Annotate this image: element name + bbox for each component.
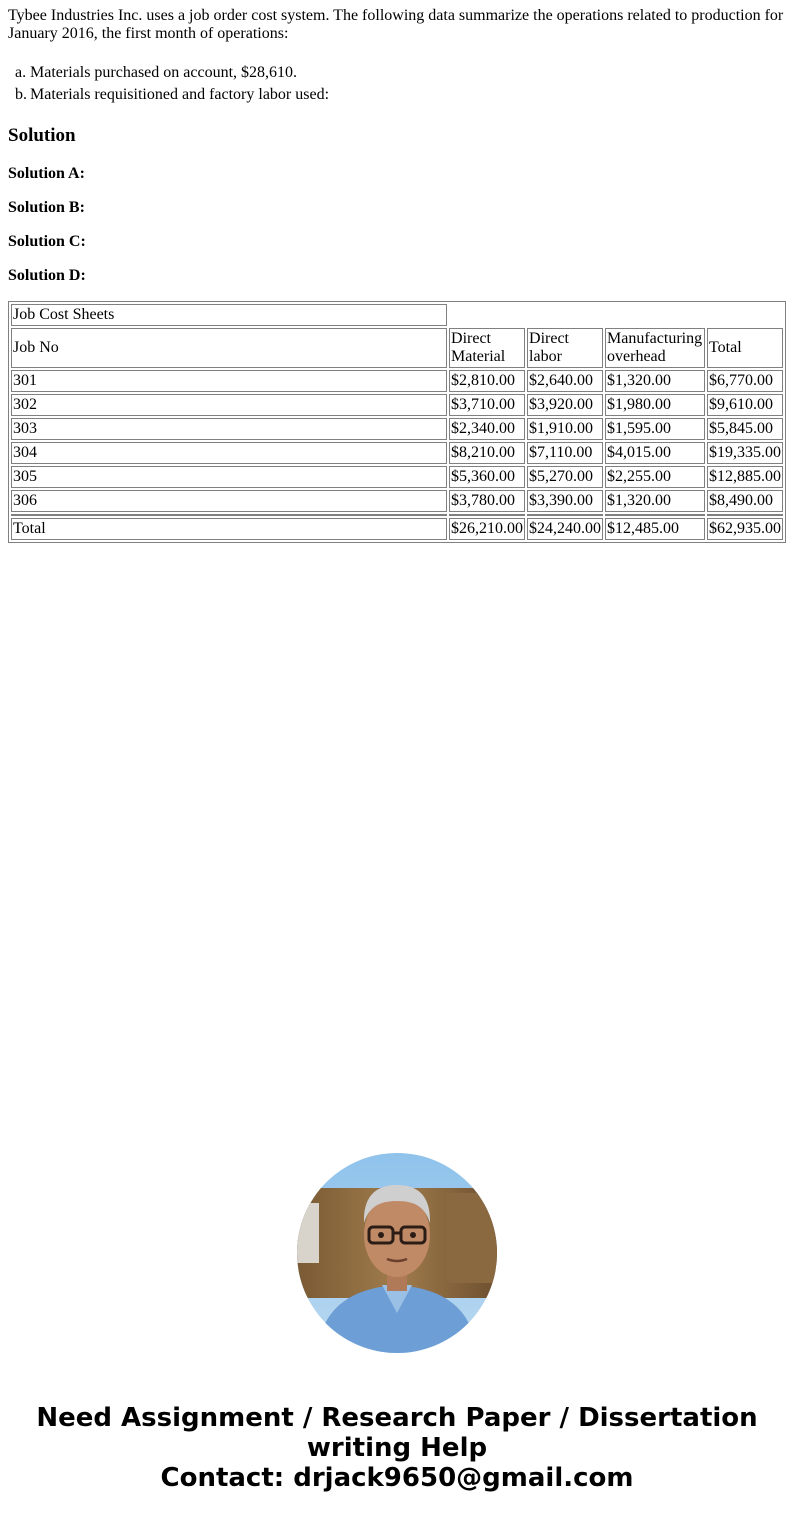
footer-line-3: Contact: drjack9650@gmail.com	[160, 1463, 634, 1493]
table-row	[11, 490, 783, 512]
cell-manufacturing-overhead: $4,015.00	[605, 442, 705, 464]
cell-job: 303	[11, 418, 447, 440]
cell-direct-material: $8,210.00	[449, 442, 525, 464]
part-text: Materials requisitioned and factory labor used:	[30, 86, 330, 103]
author-avatar	[297, 1153, 497, 1353]
part-a	[15, 62, 329, 84]
footer-line-1: Need Assignment / Research Paper / Dissertation	[36, 1403, 758, 1433]
cell-job: 302	[11, 394, 447, 416]
total-manufacturing-overhead: $12,485.00	[605, 518, 705, 540]
total-label: Total	[11, 518, 447, 540]
solution-d-heading: Solution D:	[8, 267, 86, 284]
solution-c-heading: Solution C:	[8, 233, 86, 250]
total-direct-material: $26,210.00	[449, 518, 525, 540]
table-row	[11, 466, 783, 488]
cell-manufacturing-overhead: $1,320.00	[605, 370, 705, 392]
cell-direct-labor: $7,110.00	[527, 442, 603, 464]
cell-total: $6,770.00	[707, 370, 783, 392]
table-caption-row	[11, 304, 783, 326]
cell-direct-material: $5,360.00	[449, 466, 525, 488]
footer-line-2: writing Help	[306, 1433, 488, 1463]
cell-total: $12,885.00	[707, 466, 783, 488]
cell-direct-material: $3,780.00	[449, 490, 525, 512]
cell-manufacturing-overhead: $1,980.00	[605, 394, 705, 416]
cell-job: 306	[11, 490, 447, 512]
total-grand: $62,935.00	[707, 518, 783, 540]
part-text: Materials purchased on account, $28,610.	[30, 64, 298, 81]
part-b	[15, 84, 329, 106]
table-row	[11, 370, 783, 392]
cell-total: $9,610.00	[707, 394, 783, 416]
table-separator-row	[11, 514, 783, 516]
part-marker: b.	[15, 86, 27, 103]
footer-contact	[0, 1403, 794, 1493]
cell-total: $19,335.00	[707, 442, 783, 464]
solution-b-heading: Solution B:	[8, 199, 85, 216]
cell-direct-labor: $3,920.00	[527, 394, 603, 416]
cell-job: 304	[11, 442, 447, 464]
cell-job: 301	[11, 370, 447, 392]
cell-direct-material: $3,710.00	[449, 394, 525, 416]
cell-direct-labor: $2,640.00	[527, 370, 603, 392]
solution-heading: Solution	[8, 125, 76, 146]
separator-cell	[11, 514, 447, 516]
separator-cell	[449, 514, 525, 516]
table-row	[11, 394, 783, 416]
author-photo-icon	[297, 1153, 497, 1353]
cell-direct-material: $2,810.00	[449, 370, 525, 392]
header-total: Total	[707, 328, 783, 368]
part-marker: a.	[15, 64, 27, 81]
separator-cell	[707, 514, 783, 516]
table-caption: Job Cost Sheets	[11, 304, 447, 326]
table-row	[11, 442, 783, 464]
header-direct-material: Direct Material	[449, 328, 525, 368]
cell-direct-labor: $3,390.00	[527, 490, 603, 512]
cell-job: 305	[11, 466, 447, 488]
cell-manufacturing-overhead: $1,595.00	[605, 418, 705, 440]
cell-manufacturing-overhead: $2,255.00	[605, 466, 705, 488]
header-job-no: Job No	[11, 328, 447, 368]
cell-manufacturing-overhead: $1,320.00	[605, 490, 705, 512]
cell-direct-labor: $5,270.00	[527, 466, 603, 488]
cell-direct-labor: $1,910.00	[527, 418, 603, 440]
cell-direct-material: $2,340.00	[449, 418, 525, 440]
cell-total: $8,490.00	[707, 490, 783, 512]
job-cost-sheets-table	[8, 301, 786, 543]
total-direct-labor: $24,240.00	[527, 518, 603, 540]
separator-cell	[605, 514, 705, 516]
header-direct-labor: Direct labor	[527, 328, 603, 368]
header-manufacturing-overhead: Manufacturing overhead	[605, 328, 705, 368]
table-header-row	[11, 328, 783, 368]
intro-paragraph: Tybee Industries Inc. uses a job order cost system. The following data summarize the operations related to production for January 2016, the first month of operations:	[8, 7, 784, 42]
separator-cell	[527, 514, 603, 516]
table-row	[11, 418, 783, 440]
cell-total: $5,845.00	[707, 418, 783, 440]
solution-a-heading: Solution A:	[8, 165, 85, 182]
table-total-row	[11, 518, 783, 540]
parts-list	[15, 62, 329, 106]
empty-cell	[449, 304, 783, 326]
